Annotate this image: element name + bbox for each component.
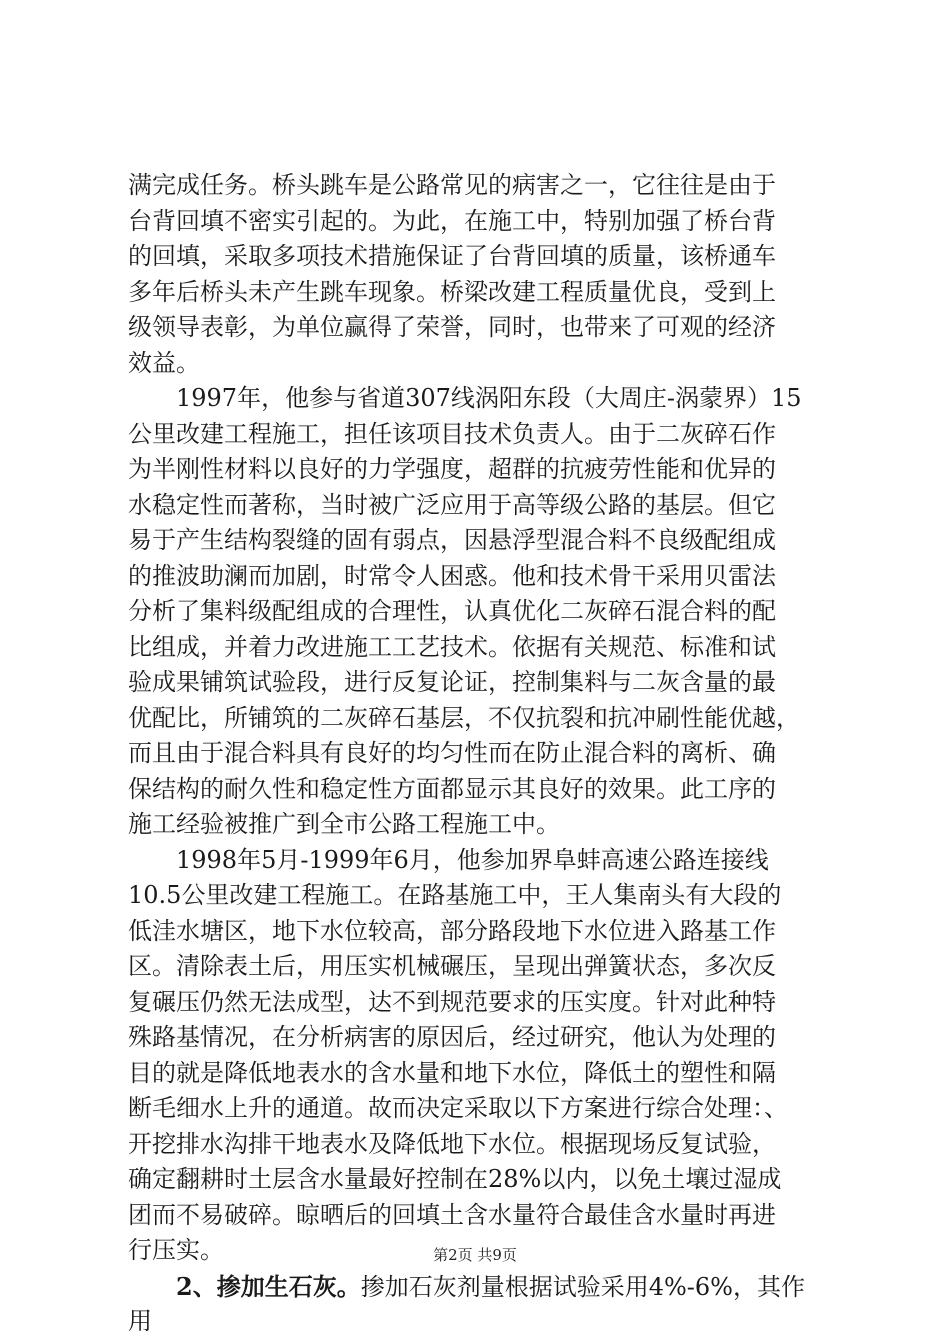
paragraph-2-line-11: 而且由于混合料具有良好的均匀性而在防止混合料的离析、确 — [128, 739, 776, 767]
paragraph-4-line-2: 用 — [128, 1307, 152, 1335]
paragraph-2-line-9: 验成果铺筑试验段，进行反复论证，控制集料与二灰含量的最 — [128, 668, 776, 696]
paragraph-3-line-7: 目的就是降低地表水的含水量和地下水位，降低土的塑性和隔 — [128, 1058, 776, 1087]
paragraph-2-line-4: 水稳定性而著称，当时被广泛应用于高等级公路的基层。但它 — [128, 490, 776, 519]
paragraph-1-line-6: 效益。 — [128, 348, 200, 377]
paragraph-2-line-2: 公里改建工程施工，担任该项目技术负责人。由于二灰碎石作 — [128, 419, 776, 448]
paragraph-2-line-12: 保结构的耐久性和稳定性方面都显示其良好的效果。此工序的 — [128, 774, 776, 803]
paragraph-1-line-3: 的回填，采取多项技术措施保证了台背回填的质量，该桥通车 — [128, 242, 776, 270]
paragraph-3-line-5: 复碾压仍然无法成型，达不到规范要求的压实度。针对此种特 — [128, 987, 776, 1016]
paragraph-2-line-3: 为半刚性材料以良好的力学强度，超群的抗疲劳性能和优异的 — [128, 455, 776, 483]
paragraph-1-line-1: 满完成任务。桥头跳车是公路常见的病害之一，它往往是由于 — [128, 171, 776, 199]
paragraph-2-line-7: 分析了集料级配组成的合理性，认真优化二灰碎石混合料的配 — [128, 597, 776, 625]
paragraph-4-lead: 2、掺加生石灰。 — [176, 1271, 361, 1301]
paragraph-3-line-8: 断毛细水上升的通道。故而决定采取以下方案进行综合处理：、 — [128, 1094, 788, 1122]
paragraph-2-line-5: 易于产生结构裂缝的固有弱点，因悬浮型混合料不良级配组成 — [128, 526, 776, 554]
paragraph-2-line-8: 比组成，并着力改进施工工艺技术。依据有关规范、标准和试 — [128, 632, 776, 661]
paragraph-3-line-9: 开挖排水沟排干地表水及降低地下水位。根据现场反复试验， — [128, 1129, 776, 1158]
paragraph-2-line-6: 的推波助澜而加剧，时常令人困惑。他和技术骨干采用贝雷法 — [128, 561, 776, 590]
paragraph-1-line-4: 多年后桥头未产生跳车现象。桥梁改建工程质量优良，受到上 — [128, 277, 776, 306]
paragraph-2-line-13: 施工经验被推广到全市公路工程施工中。 — [128, 810, 560, 838]
paragraph-2-line-10: 优配比，所铺筑的二灰碎石基层，不仅抗裂和抗冲刷性能优越， — [128, 703, 800, 732]
paragraph-4-line-1 — [128, 1269, 840, 1305]
paragraph-2-line-1: 1997年，他参与省道307线涡阳东段（大周庄-涡蒙界）15 — [176, 384, 802, 412]
paragraph-3-line-12: 行压实。 — [128, 1236, 224, 1264]
paragraph-3-line-4: 区。清除表土后，用压实机械碾压，呈现出弹簧状态，多次反 — [128, 952, 776, 980]
paragraph-3-line-6: 殊路基情况，在分析病害的原因后，经过研究，他认为处理的 — [128, 1023, 776, 1051]
paragraph-1-line-2: 台背回填不密实引起的。为此，在施工中，特别加强了桥台背 — [128, 206, 776, 235]
paragraph-3-line-3: 低洼水塘区，地下水位较高，部分路段地下水位进入路基工作 — [128, 916, 776, 945]
paragraph-3-line-10: 确定翻耕时土层含水量最好控制在28%以内，以免土壤过湿成 — [128, 1165, 782, 1193]
paragraph-4-text: 掺加石灰剂量根据试验采用4%-6%，其作 — [360, 1272, 805, 1301]
paragraph-1-line-5: 级领导表彰，为单位赢得了荣誉，同时，也带来了可观的经济 — [128, 313, 776, 341]
paragraph-3-line-1: 1998年5月-1999年6月，他参加界阜蚌高速公路连接线 — [176, 845, 769, 874]
paragraph-3-line-11: 团而不易破碎。晾晒后的回填土含水量符合最佳含水量时再进 — [128, 1200, 776, 1229]
paragraph-3-line-2: 10.5公里改建工程施工。在路基施工中，王人集南头有大段的 — [128, 881, 782, 909]
body-text — [128, 168, 840, 1340]
page-footer: 第2页 共9页 — [433, 1246, 517, 1264]
